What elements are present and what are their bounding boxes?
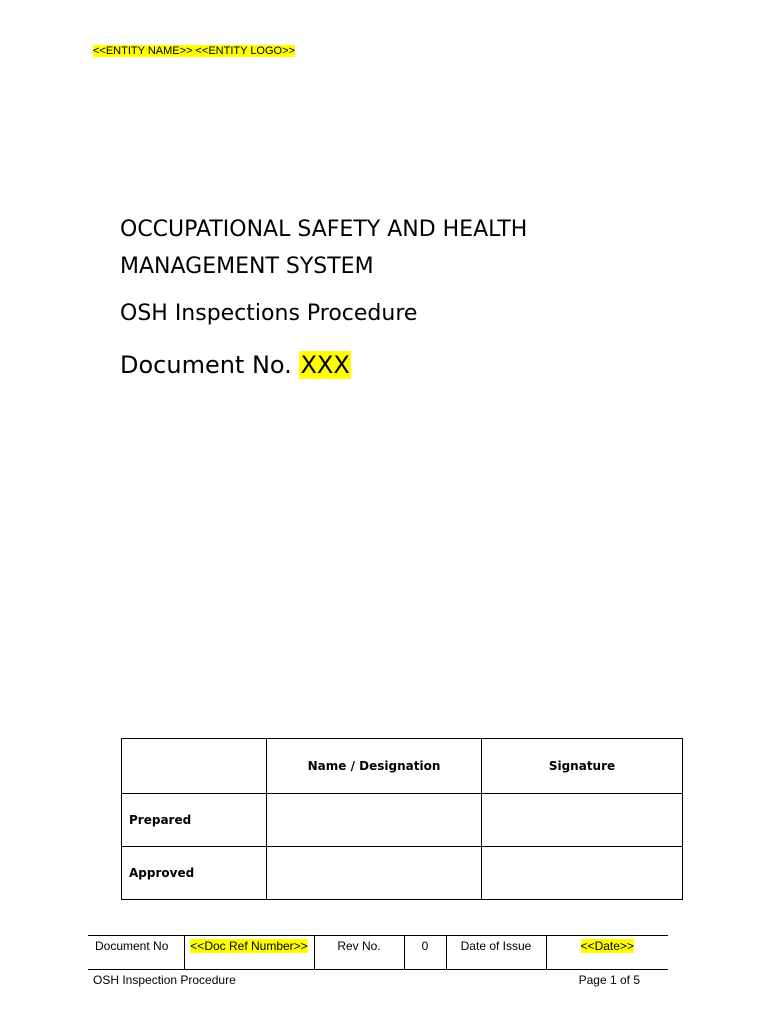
signoff-header-signature: Signature (482, 739, 683, 794)
footer-doc-ref-value: <<Doc Ref Number>> (190, 939, 308, 953)
footer-rev-value: 0 (404, 936, 446, 970)
entity-placeholder: <<ENTITY NAME>> <<ENTITY LOGO>> (93, 45, 295, 57)
footer-table (88, 935, 668, 970)
table-row (122, 794, 683, 847)
prepared-label: Prepared (122, 794, 267, 847)
footer-doc-no-label: Document No (88, 936, 184, 970)
approved-name-cell[interactable] (267, 847, 482, 900)
document-title (120, 211, 640, 285)
signoff-header-name: Name / Designation (267, 739, 482, 794)
document-number-label: Document No. (120, 351, 292, 379)
document-number-value: XXX (300, 351, 350, 379)
prepared-signature-cell[interactable] (482, 794, 683, 847)
footer-doc-ref-cell (184, 936, 314, 970)
footer-page-number: Page 1 of 5 (578, 973, 640, 987)
table-row (122, 847, 683, 900)
footer-line (93, 972, 640, 988)
approved-signature-cell[interactable] (482, 847, 683, 900)
title-line-1: OCCUPATIONAL SAFETY AND HEALTH (120, 217, 528, 242)
signoff-header-row (122, 739, 683, 794)
footer-rev-label: Rev No. (314, 936, 404, 970)
footer-row (88, 936, 668, 970)
footer-issue-value: <<Date>> (580, 939, 634, 953)
title-line-2: MANAGEMENT SYSTEM (120, 254, 374, 279)
entity-header (93, 43, 295, 59)
prepared-name-cell[interactable] (267, 794, 482, 847)
footer-doc-title: OSH Inspection Procedure (93, 973, 236, 987)
approved-label: Approved (122, 847, 267, 900)
footer-issue-cell (546, 936, 668, 970)
signoff-table (121, 738, 683, 900)
footer-issue-label: Date of Issue (446, 936, 546, 970)
document-number (120, 347, 351, 383)
document-subtitle: OSH Inspections Procedure (120, 301, 418, 326)
signoff-header-blank (122, 739, 267, 794)
